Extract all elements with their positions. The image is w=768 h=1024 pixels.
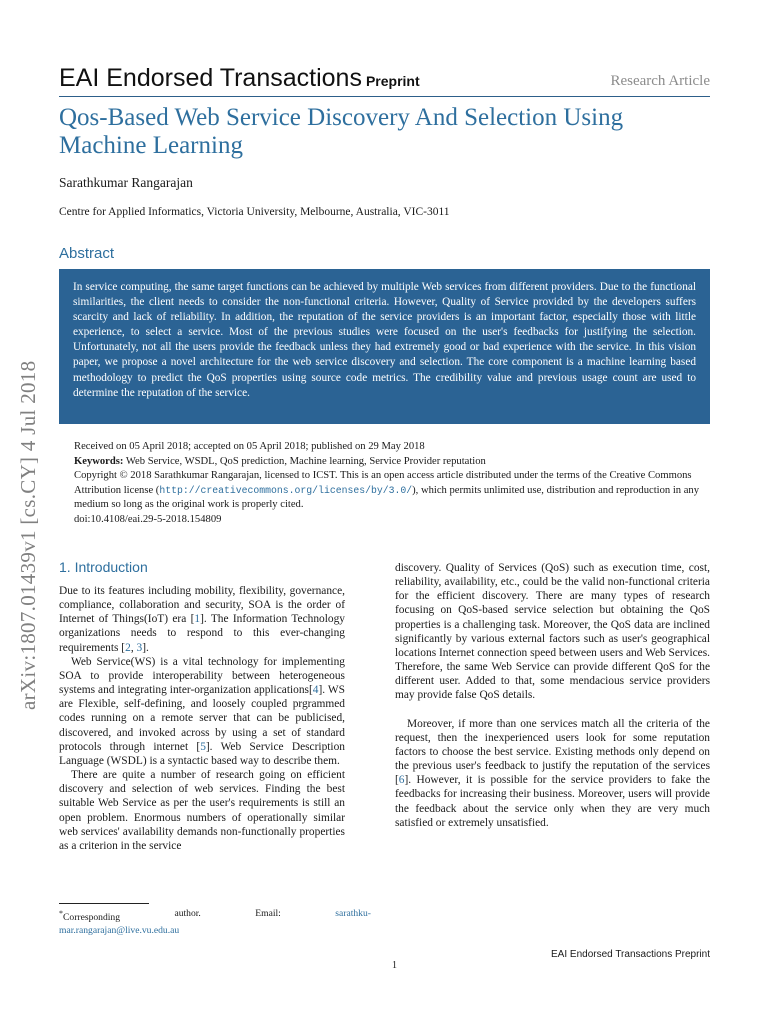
- text: Moreover, if more than one services match all the criteria of the request, then the inexperienced users look for some reputation factors to choose the best service. Existing methods only depend on the previous user's feedback to justify the reputation of the services [: [395, 717, 710, 787]
- text: Due to its features including mobility, flexibility, governance, compliance, collaboration and security, SOA is the order of Internet of Things(IoT) era [: [59, 585, 345, 626]
- footnote-email-link[interactable]: sarathku-: [335, 908, 371, 919]
- intro-paragraph-1: [59, 584, 345, 655]
- citation-link[interactable]: 6: [398, 774, 405, 787]
- article-meta: [74, 440, 714, 527]
- copyright: [74, 469, 714, 513]
- paper-title: Qos-Based Web Service Discovery And Selection Using Machine Learning: [59, 104, 624, 159]
- abstract-box: [59, 269, 710, 424]
- footer-journal: EAI Endorsed Transactions Preprint: [551, 949, 710, 960]
- text: ]. The Information Technology organizations needs to respond to this ever-changing requirements [: [59, 613, 346, 654]
- intro-paragraph-2: [59, 655, 345, 768]
- copyright-text-b: ), which permits unlimited use, distribution and reproduction in any medium so long as the original work is properly cited.: [74, 484, 700, 510]
- copyright-text-a: Copyright © 2018 Sarathkumar Rangarajan, licensed to ICST. This is an open access article distributed under the terms of the Creative Commons Attribution license (: [74, 470, 692, 496]
- preprint-label: Preprint: [365, 73, 420, 89]
- footnote-corresponding: [59, 908, 120, 925]
- license-link[interactable]: http://creativecommons.org/licenses/by/3.0/: [159, 484, 413, 496]
- keywords-list: Web Service, WSDL, QoS prediction, Machine learning, Service Provider reputation: [125, 455, 486, 467]
- footnote: [59, 908, 371, 937]
- intro-paragraph-5: [395, 717, 710, 830]
- dates: Received on 05 April 2018; accepted on 05 April 2018; published on 29 May 2018: [74, 441, 425, 452]
- page-number: 1: [392, 960, 397, 971]
- keywords-label: Keywords:: [74, 455, 124, 467]
- citation-link[interactable]: 1: [194, 613, 201, 626]
- text: ]. WS are Flexible, self-defining, and loosely coupled prgrammed codes running on a remote server that can be publicised, discovered, and invoked across by using a set of standard protocols through internet [: [59, 684, 345, 753]
- footnote-email-label: Email:: [255, 908, 281, 919]
- text: ]. Web Service Description Language (WSDL) is a syntactic based way to describe them.: [59, 740, 345, 767]
- article-type: Research Article: [610, 73, 710, 89]
- citation-link[interactable]: 2: [125, 641, 131, 654]
- citation-link[interactable]: 5: [200, 740, 206, 753]
- footnote-email-link-cont[interactable]: mar.rangarajan@live.vu.edu.au: [59, 924, 180, 936]
- text: Web Service(WS) is a vital technology for implementing SOA to provide interoperability between heterogeneous systems and integrating inter-organization applications[: [59, 655, 345, 697]
- left-column: [59, 584, 345, 853]
- affiliation: Centre for Applied Informatics, Victoria University, Melbourne, Australia, VIC-3011: [59, 206, 450, 218]
- footnote-rule: [59, 903, 149, 904]
- abstract-heading: Abstract: [59, 245, 115, 262]
- text: ]. However, it is possible for the service providers to fake the feedbacks for increasing their business. Moreover, users will provide the feedback about the service only when they are very much satisfied or extremely unsatisfied.: [395, 774, 710, 829]
- text: ].: [142, 641, 149, 654]
- section-heading-introduction: 1. Introduction: [59, 559, 148, 575]
- abstract-text: In service computing, the same target functions can be achieved by multiple Web services from different providers. Due to the functional similarities, the client needs to consider the non-functional criteria. However, Quality of Service provided by the developers suffers scarcity and lack of reliability. In addition, the reputation of the service providers is an important factor, especially those with little experience, to select a service. Most of the previous studies were focused on the user's feedbacks for justifying the selection. Unfortunately, not all the users provide the feedback unless they had extremely good or bad experience with the service. In this vision paper, we propose a novel architecture for the web service discovery and selection. The core component is a machine learning based methodology to predict the QoS properties using source code metrics. The credibility value and previous usage count are used to determine the reputation of the service.: [73, 281, 696, 399]
- author-name: Sarathkumar Rangarajan: [59, 175, 193, 190]
- text: ,: [130, 641, 137, 654]
- citation-link[interactable]: 4: [312, 684, 319, 697]
- footnote-label: Corresponding: [63, 912, 121, 924]
- journal-name: EAI Endorsed Transactions: [59, 64, 362, 92]
- header-rule: [59, 96, 710, 97]
- footnote-author: author.: [174, 908, 201, 919]
- journal-title: [59, 64, 420, 93]
- right-column: [395, 561, 710, 830]
- citation-link[interactable]: 3: [136, 641, 143, 654]
- intro-paragraph-4: discovery. Quality of Services (QoS) such as execution time, cost, reliability, availability, etc., could be the valid non-functional criteria for the efficient discovery. There are many types of research focusing on QoS-based service selection but obtaining the QoS properties is a challenging task. Moreover, the QoS data are inclined significantly by various external factors such as user's geographical locations Internet connection speed between users and Web Services. Therefore, the same Web Service can provide different QoS for the different user. Added to that, some mendacious service providers may provide false QoS details.: [395, 562, 710, 702]
- footnote-line-1: [59, 908, 371, 925]
- intro-paragraph-3: There are quite a number of research going on efficient discovery and selection of web services. Finding the best suitable Web Service as per the user's requirements is still an open problem. Enormous numbers of operationally similar web services' availability demands non-functionally properties as a criterion in the service: [59, 769, 345, 852]
- doi: doi:10.4108/eai.29-5-2018.154809: [74, 513, 222, 525]
- arxiv-id: arXiv:1807.01439v1 [cs.CY] 4 Jul 2018: [16, 360, 40, 710]
- footnote-mark: *: [59, 909, 63, 918]
- keywords: [74, 455, 714, 470]
